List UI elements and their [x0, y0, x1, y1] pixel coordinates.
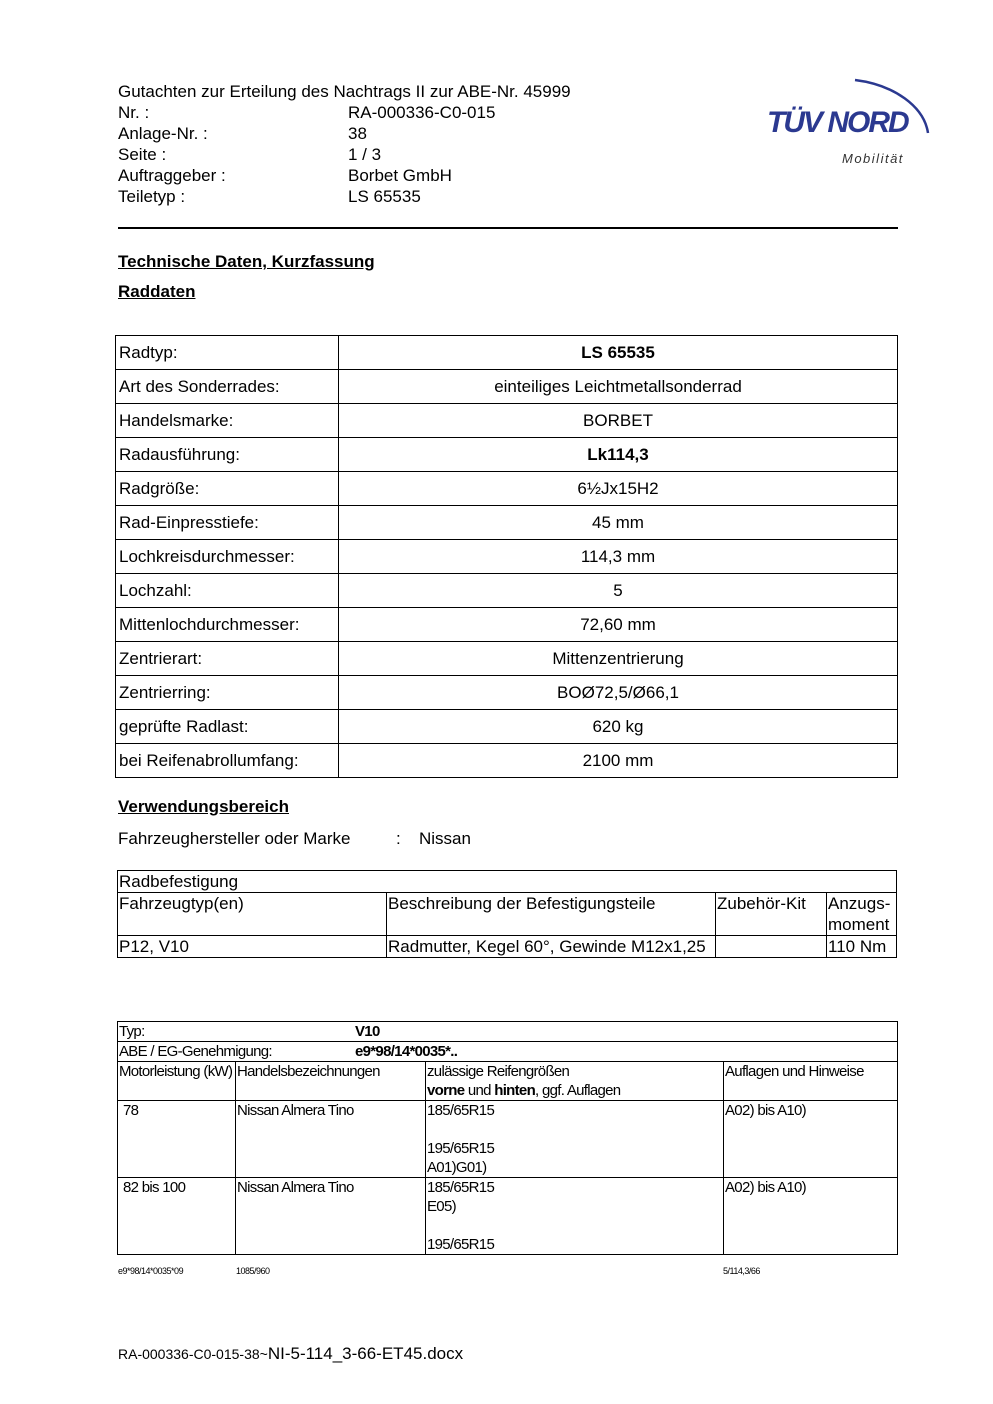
document-footer — [118, 1344, 463, 1364]
table-header-row — [118, 893, 897, 936]
header-row-seite — [118, 144, 571, 165]
table-row — [118, 936, 897, 958]
reifen-line: A01)G01) — [427, 1159, 487, 1176]
col-header-handel: Handelsbezeichnungen — [236, 1062, 426, 1101]
header-label: Auftraggeber : — [118, 166, 226, 185]
cell-reifen — [426, 1178, 724, 1255]
header-row-auftraggeber — [118, 165, 571, 186]
col-header-anzugsmoment: Anzugs-moment — [827, 893, 897, 936]
row-value: Mittenzentrierung — [339, 642, 898, 676]
col-header-beschreibung: Beschreibung der Befestigungsteile — [387, 893, 716, 936]
section-verwendung-heading: Verwendungsbereich — [118, 797, 289, 816]
table-row — [116, 404, 898, 438]
typ-value: V10 — [355, 1023, 380, 1040]
cell-anzugsmoment: 110 Nm — [827, 936, 897, 958]
table-row — [118, 1042, 898, 1062]
logo-brand: TÜV NORD — [767, 106, 908, 139]
motor-value: 82 bis 100 — [123, 1179, 186, 1196]
typ-line — [118, 1022, 898, 1042]
row-value: 6½Jx15H2 — [339, 472, 898, 506]
tiny-footer-right: 5/114,3/66 — [723, 1266, 760, 1276]
header-label: Seite : — [118, 145, 167, 164]
table-row — [116, 642, 898, 676]
logo-subtitle: Mobilität — [842, 151, 904, 166]
row-value: Lk114,3 — [339, 438, 898, 472]
col-header-fahrzeugtyp: Fahrzeugtyp(en) — [118, 893, 387, 936]
cell-handel: Nissan Almera Tino — [236, 1178, 426, 1255]
reifen-header-hinten: hinten — [494, 1082, 536, 1099]
row-value: 114,3 mm — [339, 540, 898, 574]
row-label: Mittenlochdurchmesser: — [116, 608, 339, 642]
typ-label: Typ: — [119, 1023, 145, 1040]
row-label: geprüfte Radlast: — [116, 710, 339, 744]
header-value: 38 — [348, 124, 367, 143]
header-divider — [118, 227, 898, 229]
reifen-line: 185/65R15 — [427, 1179, 495, 1196]
row-label: Handelsmarke: — [116, 404, 339, 438]
row-label: Radgröße: — [116, 472, 339, 506]
row-value: BORBET — [339, 404, 898, 438]
cell-handel: Nissan Almera Tino — [236, 1101, 426, 1178]
reifen-line — [427, 1216, 722, 1235]
table-row — [116, 608, 898, 642]
reifen-line — [427, 1120, 722, 1139]
col-header-reifen — [426, 1062, 724, 1101]
reifen-line: E05) — [427, 1198, 456, 1215]
col-header-motor: Motorleistung (kW) — [118, 1062, 236, 1101]
cell-auflagen: A02) bis A10) — [724, 1178, 898, 1255]
table-row — [116, 676, 898, 710]
reifen-header-line1: zulässige Reifengrößen — [427, 1063, 570, 1080]
header-row-nr — [118, 102, 571, 123]
row-value: 72,60 mm — [339, 608, 898, 642]
row-value: 620 kg — [339, 710, 898, 744]
reifen-line: 195/65R15 — [427, 1236, 495, 1253]
document-title: Gutachten zur Erteilung des Nachtrags II zur ABE-Nr. 45999 — [118, 82, 571, 101]
header-label: Teiletyp : — [118, 187, 186, 206]
table-row — [116, 540, 898, 574]
col-header-zubehoer: Zubehör-Kit — [716, 893, 827, 936]
footer-filename: NI-5-114_3-66-ET45.docx — [267, 1344, 464, 1363]
abe-label: ABE / EG-Genehmigung: — [119, 1043, 272, 1060]
footer-prefix: RA-000336-C0-015-38~ — [118, 1346, 268, 1362]
header-label: Nr. : — [118, 103, 150, 122]
col-header-auflagen: Auflagen und Hinweise — [724, 1062, 898, 1101]
tuev-nord-logo — [760, 58, 950, 173]
cell-beschreibung: Radmutter, Kegel 60°, Gewinde M12x1,25 — [387, 936, 716, 958]
section-tech-heading: Technische Daten, Kurzfassung — [118, 252, 375, 271]
fahrzeug-label: Fahrzeughersteller oder Marke — [118, 829, 351, 848]
tiny-footer-mid: 1085/960 — [236, 1266, 270, 1276]
row-label: Lochkreisdurchmesser: — [116, 540, 339, 574]
table-row — [116, 472, 898, 506]
row-label: Art des Sonderrades: — [116, 370, 339, 404]
table-row — [118, 1022, 898, 1042]
row-value: LS 65535 — [339, 336, 898, 370]
row-value: BOØ72,5/Ø66,1 — [339, 676, 898, 710]
cell-auflagen: A02) bis A10) — [724, 1101, 898, 1178]
row-label: Radtyp: — [116, 336, 339, 370]
tiny-footer-left: e9*98/14*0035*09 — [118, 1266, 184, 1276]
row-label: Lochzahl: — [116, 574, 339, 608]
table-row — [116, 370, 898, 404]
header-label: Anlage-Nr. : — [118, 124, 208, 143]
header-value: RA-000336-C0-015 — [348, 103, 496, 122]
typ-table — [117, 1021, 898, 1255]
row-label: Radausführung: — [116, 438, 339, 472]
table-row — [116, 574, 898, 608]
table-row — [118, 1101, 898, 1178]
reifen-line: 185/65R15 — [427, 1102, 495, 1119]
header-value: LS 65535 — [348, 187, 421, 206]
fahrzeughersteller-line — [118, 829, 471, 849]
header-row-anlage — [118, 123, 571, 144]
befestigung-title: Radbefestigung — [118, 871, 897, 893]
header-row-teiletyp — [118, 186, 571, 207]
cell-zubehoer — [716, 936, 827, 958]
motor-value: 78 — [123, 1102, 139, 1119]
row-label: Zentrierart: — [116, 642, 339, 676]
raddaten-table — [115, 335, 898, 778]
radbefestigung-table — [117, 870, 897, 958]
table-row — [118, 1178, 898, 1255]
reifen-header-und: und — [464, 1082, 495, 1099]
row-value: einteiliges Leichtmetallsonderrad — [339, 370, 898, 404]
header-value: Borbet GmbH — [348, 166, 452, 185]
section-raddaten-heading: Raddaten — [118, 282, 196, 301]
cell-motor — [118, 1101, 236, 1178]
table-header-row — [118, 1062, 898, 1101]
document-header — [118, 81, 571, 207]
row-label: Rad-Einpresstiefe: — [116, 506, 339, 540]
table-row — [116, 710, 898, 744]
header-value: 1 / 3 — [348, 145, 382, 164]
table-row — [116, 506, 898, 540]
row-label: Zentrierring: — [116, 676, 339, 710]
table-row — [116, 744, 898, 778]
fahrzeug-value: Nissan — [419, 829, 471, 848]
reifen-header-vorne: vorne — [427, 1082, 465, 1099]
row-value: 45 mm — [339, 506, 898, 540]
reifen-line: 195/65R15 — [427, 1140, 495, 1157]
cell-fahrzeugtyp: P12, V10 — [118, 936, 387, 958]
table-row — [116, 438, 898, 472]
row-value: 5 — [339, 574, 898, 608]
row-label: bei Reifenabrollumfang: — [116, 744, 339, 778]
fahrzeug-colon: : — [396, 829, 401, 848]
row-value: 2100 mm — [339, 744, 898, 778]
reifen-header-rest: , ggf. Auflagen — [535, 1082, 621, 1099]
cell-reifen — [426, 1101, 724, 1178]
abe-line — [118, 1042, 898, 1062]
table-row — [116, 336, 898, 370]
abe-value: e9*98/14*0035*.. — [355, 1043, 458, 1060]
table-row — [118, 871, 897, 893]
cell-motor — [118, 1178, 236, 1255]
